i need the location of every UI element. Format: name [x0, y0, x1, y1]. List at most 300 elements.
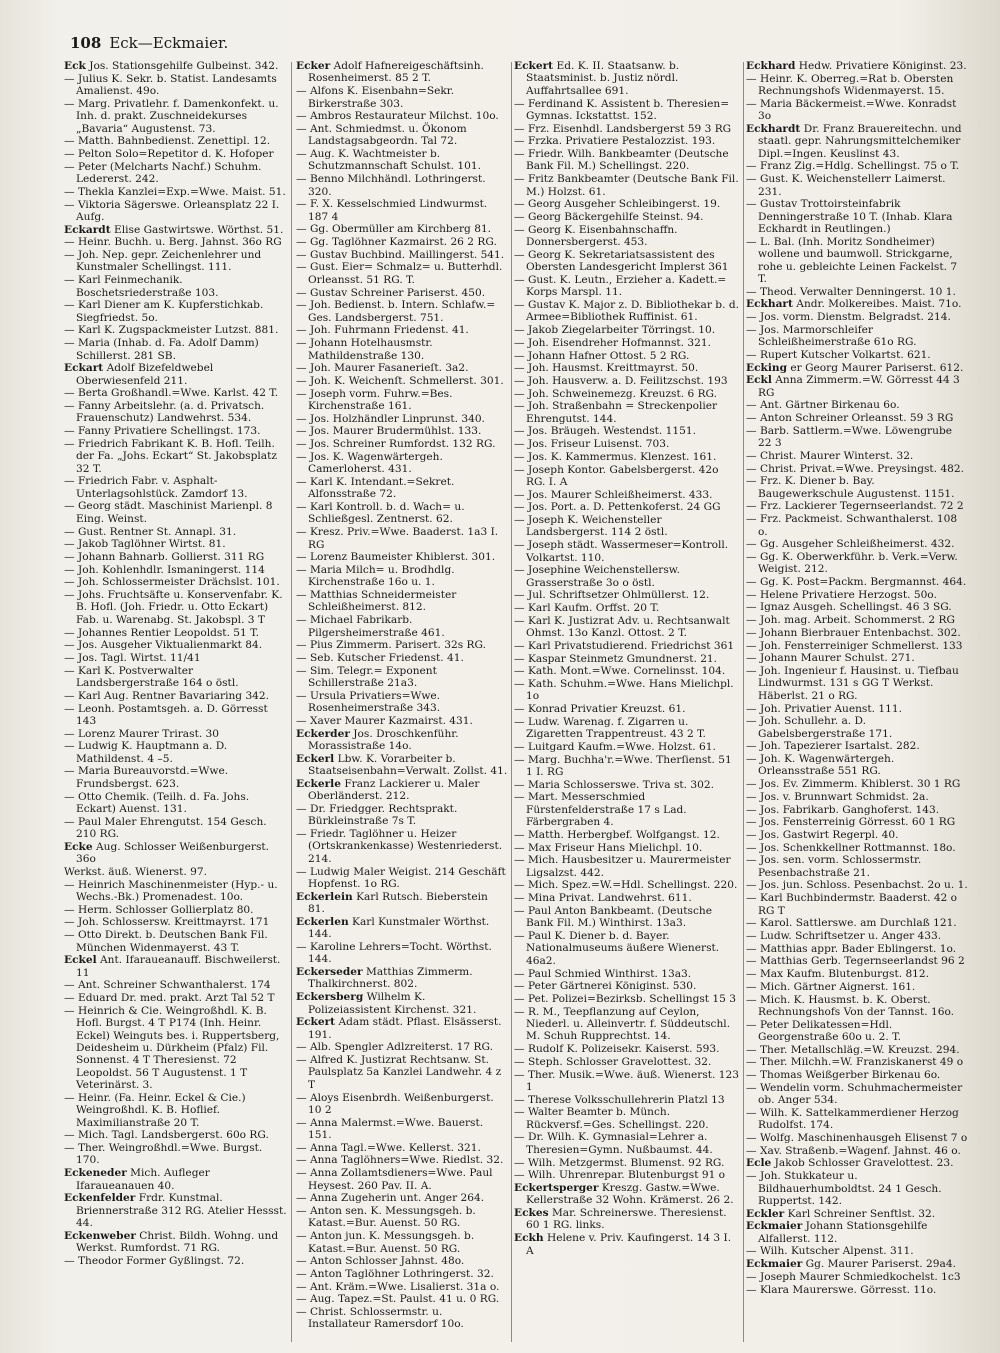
directory-entry [64, 249, 288, 274]
entry-text: — Joh. Hausverw. a. D. Feilitzschst. 193 [514, 374, 728, 387]
directory-entry [296, 589, 508, 614]
directory-entry [296, 690, 508, 715]
entry-text: Mich. Aufleger Ifaraueanauen 40. [76, 1167, 210, 1192]
entry-text: — Jos. Schreiner Rumfordst. 132 RG. [296, 438, 496, 451]
directory-entry [514, 741, 740, 753]
directory-entry [746, 1056, 968, 1068]
directory-entry [296, 476, 508, 501]
directory-entry [514, 703, 740, 715]
entry-text: — Thekla Kanzlei=Exp.=Wwe. Maist. 51. [64, 185, 286, 198]
directory-entry [64, 324, 288, 336]
entry-text: — Thomas Weißgerber Birkenau 6o. [746, 1069, 941, 1082]
entry-text: — Heinr. Buchh. u. Berg. Jahnst. 36o RG [64, 236, 282, 249]
entry-text: — Gg. K. Oberwerkführ. b. Verk.=Verw. Weigist. 212. [746, 550, 958, 576]
directory-entry [746, 816, 968, 828]
entry-surname: Eckertsperger [514, 1181, 599, 1194]
entry-text: — Frz. Lackierer Tegernseerlandst. 72 2 [746, 500, 964, 513]
directory-entry [746, 1044, 968, 1056]
directory-entry [64, 425, 288, 437]
directory-entry [746, 854, 968, 879]
page-number: 108 [70, 34, 102, 52]
directory-entry [64, 337, 288, 362]
entry-text: — Aloys Eisenbrdh. Weißenburgerst. 10 2 [296, 1091, 494, 1116]
entry-surname: Eckert [296, 1016, 336, 1029]
entry-text: — Maria (Inhab. d. Fa. Adolf Damm) Schillerst. 281 SB. [64, 337, 259, 362]
directory-entry [514, 249, 740, 274]
entry-text: — Michael Fabrikarb. Pilgersheimerstraße 461. [296, 614, 445, 639]
entry-text: — Jos. sen. vorm. Schlossermstr. Pesenbachstraße 21. [746, 854, 922, 879]
entry-surname: Eckerle [296, 777, 341, 790]
directory-entry [64, 589, 288, 626]
entry-surname: Eckart [64, 362, 104, 375]
directory-entry [746, 804, 968, 816]
column-divider [743, 62, 744, 1342]
entry-text: — Fritz Bankbeamter (Deutsche Bank Fil. M.) Holzst. 61. [514, 173, 739, 198]
directory-entry [64, 387, 288, 399]
entry-text: — Barb. Sattlerm.=Wwe. Löwengrube 22 3 [746, 424, 952, 450]
entry-text: — Lorenz Maurer Trirast. 30 [64, 727, 220, 740]
entry-text: — Gust. K. Weichenstellerr Laimerst. 231. [746, 173, 946, 198]
entry-text: — Kaspar Steinmetz Gmundnerst. 21. [514, 652, 718, 665]
directory-entry [514, 224, 740, 249]
entry-text: — Jos. Maurer Brudermühlst. 133. [296, 425, 482, 438]
directory-entry [514, 211, 740, 223]
directory-entry [296, 1054, 508, 1091]
entry-text: — Dr. Friedgger. Rechtsprakt. Bürkleinstraße 7s T. [296, 802, 458, 828]
directory-entry [514, 489, 740, 501]
directory-entry [746, 425, 968, 450]
entry-surname: Eckhart [746, 298, 793, 311]
entry-text: — Christ. Schlossermstr. u. Installateur Ramersdorf 10o. [296, 1306, 464, 1331]
directory-entry [746, 198, 968, 235]
entry-text: Andr. Molkereibes. Maist. 71o. [796, 298, 962, 311]
directory-entry [746, 298, 968, 310]
directory-entry [296, 413, 508, 425]
directory-entry [746, 703, 968, 715]
entry-text: — Matthias Schneidermeister Schleißheimerst. 812. [296, 589, 457, 614]
entry-text: — Frzka. Privatiere Pestalozzist. 193. [514, 135, 716, 148]
entry-text: Johann Stationsgehilfe Alfallerst. 112. [758, 1220, 928, 1245]
entry-text: Adam städt. Pflast. Elsässerst. 191. [308, 1016, 502, 1041]
directory-entry [746, 513, 968, 538]
directory-entry [746, 412, 968, 424]
directory-entry [296, 1142, 508, 1154]
directory-entry [746, 324, 968, 349]
entry-surname: Eckes [514, 1207, 549, 1220]
entry-text: — Ambros Restaurateur Milchst. 10o. [296, 110, 499, 123]
directory-entry [296, 1255, 508, 1267]
directory-entry [746, 740, 968, 752]
entry-text: — Ther. Milchh.=W. Franziskanerst 49 o [746, 1056, 964, 1069]
directory-entry [296, 916, 508, 941]
directory-entry [514, 1094, 740, 1106]
directory-entry [296, 828, 508, 865]
directory-entry [514, 388, 740, 400]
directory-entry [514, 324, 740, 336]
entry-text: — Gustav K. Major z. D. Bibliothekar b. d. Armee=Bibliothek Ruffinist. 61. [514, 298, 739, 324]
directory-entry [514, 123, 740, 135]
entry-text: — Gust. Eier= Schmalz= u. Butterhdl. Orleansst. 51 RG. T. [296, 261, 503, 286]
directory-entry [514, 1169, 740, 1181]
entry-text: — Ther. Metallschläg.=W. Kreuzst. 294. [746, 1043, 960, 1056]
directory-entry [514, 135, 740, 147]
directory-entry [64, 979, 288, 991]
directory-entry [64, 274, 288, 299]
entry-text: — Georg K. Sekretariatsassistent des Obersten Landesgericht Implerst 361 [514, 248, 729, 274]
directory-entry [64, 475, 288, 500]
entry-text: — Ther. Weingroßhdl.=Wwe. Burgst. 170. [64, 1142, 263, 1167]
entry-text: — Kresz. Priv.=Wwe. Baaderst. 1a3 I. RG [296, 526, 499, 551]
directory-entry [296, 991, 508, 1016]
column-1 [64, 60, 288, 1345]
directory-entry [64, 879, 288, 904]
directory-entry [514, 400, 740, 425]
directory-entry [514, 1182, 740, 1207]
directory-entry [514, 678, 740, 703]
directory-entry [746, 930, 968, 942]
directory-entry [746, 160, 968, 172]
entry-text: Dr. Franz Brauereitechn. und staatl. gepr. Nahrungsmittelchemiker Dipl.=Ingen. Keuslinst 43. [758, 122, 962, 160]
directory-entry [64, 199, 288, 224]
directory-entry [64, 526, 288, 538]
entry-text: — Joseph Maurer Schmiedkochelst. 1c3 [746, 1270, 961, 1283]
entry-text: — Jos. Friseur Luisenst. 703. [514, 438, 670, 451]
directory-entry [746, 778, 968, 790]
entry-text: — Aug. Tapez.=St. Paulst. 41 u. 0 RG. [296, 1293, 500, 1306]
entry-text: — Georg K. Eisenbahnschaffn. Donnersbergerst. 453. [514, 223, 678, 249]
entry-text: Franz Lackierer u. Maler Oberländerst. 212. [308, 777, 480, 803]
directory-entry [746, 981, 968, 993]
directory-entry [296, 966, 508, 991]
entry-text: — Julius K. Sekr. b. Statist. Landesamts Amalienst. 49o. [64, 72, 277, 98]
entry-text: — Gustav Buchbind. Maillingerst. 541. [296, 248, 505, 261]
entry-text: — Mina Privat. Landwehrst. 611. [514, 892, 692, 905]
directory-entry [746, 1132, 968, 1144]
directory-entry [514, 350, 740, 362]
directory-entry [746, 1245, 968, 1257]
entry-text: — Jos. Port. a. D. Pettenkoferst. 24 GG [514, 501, 721, 514]
entry-surname: Eckenweber [64, 1229, 136, 1242]
entry-text: — Theodor Former Gyßlingst. 72. [64, 1254, 245, 1267]
directory-entry [746, 1019, 968, 1044]
directory-entry [296, 1205, 508, 1230]
directory-entry [746, 1258, 968, 1270]
directory-entry [514, 615, 740, 640]
entry-text: — Jos. K. Wagenwärtergeh. Camerloherst. 431. [296, 450, 443, 476]
directory-entry [64, 1192, 288, 1229]
directory-entry [64, 954, 288, 979]
entry-text: Hedw. Privatiere Königinst. 23. [798, 60, 967, 72]
directory-entry [296, 223, 508, 235]
entry-text: — Josephine Weichenstellersw. Grasserstraße 3o o östl. [514, 564, 680, 589]
directory-entry [746, 791, 968, 803]
entry-text: — F. X. Kesselschmied Lindwurmst. 187 4 [296, 198, 488, 223]
directory-entry [514, 425, 740, 437]
entry-text: — Friedr. Wilh. Bankbeamter (Deutsche Bank Fil. M.) Schellingst. 220. [514, 148, 729, 173]
directory-entry [514, 968, 740, 980]
entry-text: — Ant. Schreiner Schwanthalerst. 174 [64, 979, 271, 992]
column-4 [746, 60, 968, 1345]
directory-entry [514, 1006, 740, 1043]
entry-text: Werkst. äuß. Wienerst. 97. [64, 865, 207, 878]
directory-entry [64, 1092, 288, 1129]
directory-entry [296, 123, 508, 148]
directory-entry [746, 715, 968, 740]
entry-text: — Gg. Obermüller am Kirchberg 81. [296, 223, 492, 236]
entry-text: — Wilh. K. Sattelkammerdiener Herzog Rudolfst. 174. [746, 1106, 959, 1132]
entry-text: — Friedrich Fabrikant K. B. Hofl. Teilh. der Fa. „Johs. Eckart“ St. Jakobsplatz 32 T. [64, 437, 277, 475]
entry-text: — Karl K. Intendant.=Sekret. Alfonsstraße 72. [296, 475, 455, 501]
entry-text: — Johann Bierbrauer Entenbachst. 302. [746, 626, 961, 639]
entry-text: — Gustav Trottoirsteinfabrik Denningerstraße 10 T. (Inhab. Klara Eckhardt in Reutlingen.) [746, 198, 953, 236]
entry-text: — Xaver Maurer Kazmairst. 431. [296, 714, 473, 727]
directory-entry [64, 98, 288, 135]
directory-entry [64, 224, 288, 236]
directory-entry [296, 1092, 508, 1117]
directory-entry [514, 274, 740, 299]
directory-entry [514, 362, 740, 374]
entry-text: — Jos. Gastwirt Regerpl. 40. [746, 828, 899, 841]
entry-surname: Ecke [64, 840, 93, 853]
entry-text: — Karl Diener am K. Kupferstichkab. Siegfriedst. 5o. [64, 299, 264, 324]
directory-entry [64, 362, 288, 387]
entry-text: — Ursula Privatiers=Wwe. Rosenheimerstraße 343. [296, 689, 441, 715]
directory-entry [64, 135, 288, 147]
directory-entry [296, 778, 508, 803]
directory-entry [296, 614, 508, 639]
entry-text: Jos. Droschkenführ. Morassistraße 14o. [308, 727, 459, 753]
entry-text: — Jos. vorm. Dienstm. Belgradst. 214. [746, 311, 951, 324]
entry-surname: Eckerder [296, 727, 350, 740]
entry-text: Jakob Schlosser Gravelottest. 23. [774, 1157, 954, 1170]
directory-entry [64, 728, 288, 740]
directory-entry [514, 1069, 740, 1094]
entry-text: — Johann Hafner Ottost. 5 2 RG. [514, 349, 690, 362]
entry-text: — Karl Privatstudierend. Friedrichst 361 [514, 639, 735, 652]
directory-entry [64, 576, 288, 588]
directory-entry [296, 1016, 508, 1041]
directory-entry [296, 85, 508, 110]
directory-entry [296, 148, 508, 173]
directory-entry [64, 236, 288, 248]
entry-text: — Karoline Lehrers=Tocht. Wörthst. 144. [296, 940, 492, 966]
directory-entry [746, 60, 968, 72]
entry-text: — Joseph K. Weichensteller Landsbergerst. 114 2 östl. [514, 514, 668, 539]
directory-entry [296, 652, 508, 664]
directory-entry [514, 1106, 740, 1131]
directory-entry [514, 1056, 740, 1068]
directory-entry [746, 640, 968, 652]
entry-text: Karl Kunstmaler Wörthst. 144. [308, 915, 490, 941]
entry-text: — Lorenz Baumeister Khiblerst. 301. [296, 551, 496, 564]
directory-entry [746, 551, 968, 576]
entry-text: Aug. Schlosser Weißenburgerst. 36o [76, 840, 270, 866]
directory-entry [296, 526, 508, 551]
directory-entry [514, 299, 740, 324]
entry-surname: Eckenfelder [64, 1192, 136, 1205]
entry-text: — Joh. Straßenbahn = Streckenpolier Ehrengutst. 144. [514, 400, 718, 425]
entry-text: — Mich. Hausbesitzer u. Maurermeister Ligsalzst. 442. [514, 854, 731, 879]
directory-entry [64, 627, 288, 639]
directory-entry [514, 930, 740, 967]
directory-entry [746, 829, 968, 841]
directory-entry [296, 803, 508, 828]
directory-entry [296, 236, 508, 248]
entry-surname: Eckersberg [296, 991, 364, 1004]
directory-entry [746, 450, 968, 462]
directory-entry [64, 841, 288, 866]
directory-entry [64, 73, 288, 98]
directory-entry [746, 627, 968, 639]
entry-text: — Heinrich Maschinenmeister (Hyp.- u. Wechs.-Bk.) Promenadest. 10o. [64, 878, 278, 903]
directory-entry [64, 639, 288, 651]
directory-entry [746, 349, 968, 361]
entry-text: — Jos. Ev. Zimmerm. Khiblerst. 30 1 RG [746, 778, 961, 791]
directory-entry [514, 653, 740, 665]
entry-text: — Joseph Kontor. Gabelsbergerst. 42o RG. I. A [514, 463, 719, 488]
entry-text: Ant. Ifaraueanauff. Bischweilerst. 11 [76, 954, 281, 979]
directory-entry [64, 1005, 288, 1092]
column-3 [514, 60, 740, 1345]
directory-entry [296, 753, 508, 778]
directory-entry [746, 842, 968, 854]
directory-entry [514, 842, 740, 854]
directory-entry [64, 500, 288, 525]
entry-text: Adolf Hafnereigeschäftsinh. Rosenheimerst. 85 2 T. [308, 60, 484, 85]
entry-text: — Ludwig K. Hauptmann a. D. Mathildenst. 4 –5. [64, 740, 228, 765]
entry-text: — Peter Gärtnerei Königinst. 530. [514, 980, 697, 993]
directory-entry [296, 866, 508, 891]
entry-text: — Mich. Gärtner Aignerst. 161. [746, 980, 916, 993]
directory-entry [64, 551, 288, 563]
directory-entry [296, 1167, 508, 1192]
directory-entry [296, 665, 508, 690]
entry-text: Wilhelm K. Polizeiassistent Kirchenst. 321. [308, 991, 477, 1016]
entry-text: — Matthias appr. Bader Eblingerst. 1o. [746, 942, 957, 955]
directory-entry [514, 754, 740, 779]
entry-text: — Frz. Eisenhdl. Landsbergerst 59 3 RG [514, 122, 732, 135]
entry-text: — Joh. Schullehr. a. D. Gabelsbergerstraße 171. [746, 715, 893, 740]
directory-entry [746, 943, 968, 955]
entry-text: — Helene Privatiere Herzogst. 50o. [746, 588, 937, 601]
entry-text: — Sim. Telegr.= Exponent Schillerstraße 21a3. [296, 664, 437, 690]
directory-entry [296, 564, 508, 589]
directory-entry [296, 110, 508, 122]
entry-text: — Eduard Dr. med. prakt. Arzt Tal 52 T [64, 992, 275, 1005]
entry-text: — Xav. Straßenb.=Wagenf. Jahnst. 46 o. [746, 1144, 961, 1157]
directory-entry [64, 929, 288, 954]
entry-text: — Ludw. Schriftsetzer u. Anger 433. [746, 929, 942, 942]
entry-text: Kreszg. Gastw.=Wwe. Kellerstraße 32 Wohn. Krämerst. 26 2. [526, 1181, 734, 1207]
directory-entry [296, 551, 508, 563]
directory-entry [296, 287, 508, 299]
entry-text: — Benno Milchhändl. Lothringerst. 320. [296, 173, 486, 198]
entry-text: — Steph. Schlosser Gravelottest. 32. [514, 1055, 712, 1068]
directory-entry [746, 73, 968, 98]
directory-entry [746, 879, 968, 891]
directory-entry [64, 299, 288, 324]
entry-text: — Heinrich & Cie. Weingroßhdl. K. B. Hofl. Burgst. 4 T P174 (Inh. Heinr. Eckel) Weinguts bes. i. Ruppertsberg, Deidesheim u. Dürkheim (Pfalz) Fil. Sonnenst. 4 T Theresienst. 72 Leopoldst. 56 T Augustenst. 1 T Veterinärst. 3. [64, 1004, 280, 1092]
entry-text: — L. Bal. (Inh. Moritz Sondheimer) wollene und baumwoll. Strickgarne, rohe u. gebleichte Leinen Fackelst. 7 T. [746, 235, 958, 285]
entry-surname: Eckmaier [746, 1258, 803, 1271]
directory-entry [296, 1041, 508, 1053]
entry-text: — Anna Tagl.=Wwe. Kellerst. 321. [296, 1141, 481, 1154]
entry-text: — Heinr. (Fa. Heinr. Eckel & Cie.) Weingroßhdl. K. B. Hoflief. Maximilianstraße 20 T. [64, 1091, 246, 1129]
directory-entry [296, 299, 508, 324]
entry-text: — Johann Maurer Schulst. 271. [746, 652, 915, 665]
entry-text: Frdr. Kunstmal. Briennerstraße 312 RG. Atelier Hessst. 44. [76, 1192, 287, 1230]
directory-entry [514, 980, 740, 992]
entry-text: — Wendelin vorm. Schuhmachermeister ob. Anger 534. [746, 1081, 963, 1107]
directory-entry [64, 992, 288, 1004]
entry-surname: Eckerlein [296, 890, 353, 903]
directory-entry [514, 98, 740, 123]
entry-text: — Matth. Herbergbef. Wolfgangst. 12. [514, 828, 720, 841]
entry-text: — Paul Maler Ehrengutst. 154 Gesch. 210 RG. [64, 815, 267, 841]
entry-text: — Christ. Maurer Winterst. 32. [746, 449, 914, 462]
directory-entry [514, 602, 740, 614]
entry-text: — Maria Bureauvorstd.=Wwe. Frundsbergst. 623. [64, 765, 229, 790]
directory-entry [746, 374, 968, 399]
entry-text: — Gg. K. Post=Packm. Bergmannst. 464. [746, 576, 967, 589]
entry-text: — Berta Großhandl.=Wwe. Karlst. 42 T. [64, 387, 279, 400]
directory-entry [296, 891, 508, 916]
directory-entry [514, 501, 740, 513]
directory-entry [746, 753, 968, 778]
directory-entry [514, 148, 740, 173]
entry-text: — Joh. Maurer Fasanerieſt. 3a2. [296, 362, 469, 375]
directory-entry [514, 892, 740, 904]
entry-text: — Maria Schlosserswe. Triva st. 302. [514, 778, 714, 791]
entry-text: — Jos. Tagl. Wirtst. 11/41 [64, 652, 201, 664]
entry-text: — Matth. Bahnbedienst. Zenettipl. 12. [64, 135, 271, 148]
directory-entry [746, 665, 968, 702]
entry-text: — Maria Bäckermeist.=Wwe. Konradst 3o [746, 97, 957, 123]
entry-text: — Dr. Wilh. K. Gymnasial=Lehrer a. Theresien=Gymn. Nußbaumst. 44. [514, 1131, 713, 1156]
directory-entry [296, 451, 508, 476]
entry-text: — Ignaz Ausgeh. Schellingst. 46 3 SG. [746, 601, 952, 614]
column-divider [291, 62, 292, 1342]
directory-entry [514, 1232, 740, 1257]
directory-entry [296, 425, 508, 437]
directory-entry [64, 538, 288, 550]
entry-text: — Karl Aug. Rentner Bavariaring 342. [64, 689, 270, 702]
directory-entry [296, 941, 508, 966]
running-title: Eck—Eckmaier. [109, 34, 229, 52]
entry-text: — Anna Zollamtsdieners=Wwe. Paul Heysest. 260 Pav. II. A. [296, 1167, 493, 1192]
entry-text: — Pet. Polizei=Bezirksb. Schellingst 15 3 [514, 992, 737, 1005]
entry-text: Adolf Bizefeldwebel Oberwiesenfeld 211. [76, 362, 214, 387]
directory-entry [296, 1281, 508, 1293]
directory-entry [296, 173, 508, 198]
directory-entry [64, 186, 288, 198]
entry-text: Christ. Bildh. Wohng. und Werkst. Rumfordst. 71 RG. [76, 1229, 279, 1255]
entry-text: — Leonh. Postamtsgeh. a. D. Görresst 143 [64, 702, 268, 727]
entry-text: — Karol. Sattlerswe. am Durchlaß 121. [746, 917, 957, 930]
entry-text: — Johann Hotelhausmstr. Mathildenstraße 130. [296, 337, 433, 362]
entry-text: Mar. Schreinerswe. Theresienst. 60 1 RG. links. [526, 1207, 727, 1232]
directory-entry [514, 589, 740, 601]
entry-text: — Rupert Kutscher Volkartst. 621. [746, 348, 931, 361]
entry-text: — Klara Maurerswe. Görresst. 11o. [746, 1283, 937, 1296]
directory-entry [514, 905, 740, 930]
entry-text: — Jos. Fensterreinig Görresst. 60 1 RG [746, 816, 956, 829]
column-2 [296, 60, 508, 1345]
entry-text: — Joh. Stukkateur u. Bildhauerhumboldtst. 24 1 Gesch. Ruppertst. 142. [746, 1170, 942, 1207]
entry-text: — Jos. K. Kammermus. Klenzest. 161. [514, 450, 717, 463]
entry-text: — Heinr. K. Oberreg.=Rat b. Obersten Rechnungshofs Widenmayerst. 15. [746, 72, 954, 98]
entry-text: — Alfons K. Eisenbahn=Sekr. Birkerstraße 303. [296, 85, 455, 110]
